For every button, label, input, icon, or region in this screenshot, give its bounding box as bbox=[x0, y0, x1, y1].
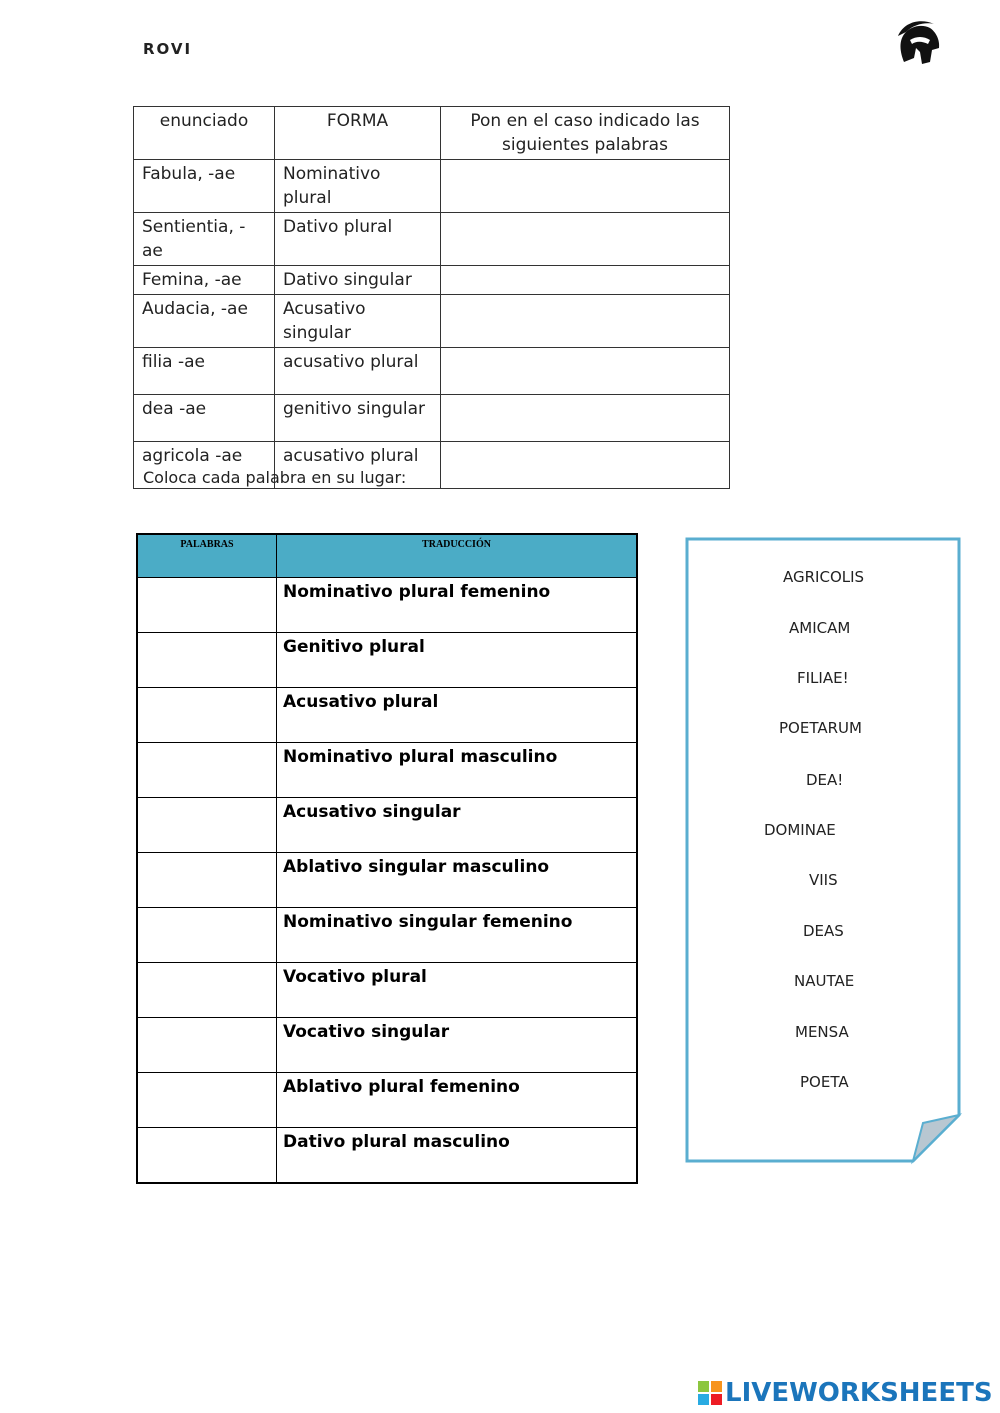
table-row bbox=[137, 798, 637, 853]
table-row bbox=[137, 963, 637, 1018]
traduccion-cell: Acusativo plural bbox=[277, 688, 638, 743]
enunciado-cell: dea -ae bbox=[134, 395, 275, 442]
forma-cell: Dativo plural bbox=[275, 213, 441, 266]
enunciado-cell: agricola -ae bbox=[134, 442, 275, 489]
traduccion-cell: Genitivo plural bbox=[277, 633, 638, 688]
traduccion-cell: Ablativo singular masculino bbox=[277, 853, 638, 908]
header-instruction: Pon en el caso indicado las siguientes palabras bbox=[441, 107, 730, 160]
forma-cell: Dativo singular bbox=[275, 266, 441, 295]
traduccion-cell: Dativo plural masculino bbox=[277, 1128, 638, 1184]
answer-input-cell[interactable] bbox=[441, 213, 730, 266]
drop-target-cell[interactable] bbox=[137, 908, 277, 963]
drop-target-cell[interactable] bbox=[137, 688, 277, 743]
answer-input-cell[interactable] bbox=[441, 295, 730, 348]
answer-input-cell[interactable] bbox=[441, 160, 730, 213]
drop-target-cell[interactable] bbox=[137, 633, 277, 688]
word-chip[interactable]: DEAS bbox=[803, 922, 844, 940]
brand-text: LIVEWORKSHEETS bbox=[725, 1378, 993, 1408]
drop-target-cell[interactable] bbox=[137, 578, 277, 633]
enunciado-cell: Audacia, -ae bbox=[134, 295, 275, 348]
drop-target-cell[interactable] bbox=[137, 963, 277, 1018]
table-row bbox=[134, 213, 730, 266]
table-row bbox=[134, 348, 730, 395]
traduccion-cell: Nominativo plural masculino bbox=[277, 743, 638, 798]
drop-target-cell[interactable] bbox=[137, 1128, 277, 1184]
translation-table bbox=[136, 533, 638, 1184]
table-row bbox=[137, 578, 637, 633]
header-forma: FORMA bbox=[275, 107, 441, 160]
word-chip[interactable]: DEA! bbox=[806, 771, 844, 789]
answer-input-cell[interactable] bbox=[441, 442, 730, 489]
table-row bbox=[134, 295, 730, 348]
enunciado-cell: filia -ae bbox=[134, 348, 275, 395]
table-row bbox=[134, 395, 730, 442]
answer-input-cell[interactable] bbox=[441, 266, 730, 295]
table-row bbox=[134, 160, 730, 213]
word-chip[interactable]: POETA bbox=[800, 1073, 849, 1091]
table-row bbox=[137, 743, 637, 798]
liveworksheets-icon bbox=[698, 1381, 722, 1405]
instruction-text: Coloca cada palabra en su lugar: bbox=[143, 468, 407, 487]
word-chip[interactable]: AMICAM bbox=[789, 619, 851, 637]
table-row bbox=[137, 1018, 637, 1073]
enunciado-cell: Fabula, -ae bbox=[134, 160, 275, 213]
word-chip[interactable]: DOMINAE bbox=[764, 821, 836, 839]
header-traduccion: TRADUCCIÓN bbox=[277, 534, 638, 578]
traduccion-cell: Nominativo singular femenino bbox=[277, 908, 638, 963]
drop-target-cell[interactable] bbox=[137, 1073, 277, 1128]
table-row bbox=[137, 1073, 637, 1128]
answer-input-cell[interactable] bbox=[441, 348, 730, 395]
traduccion-cell: Vocativo singular bbox=[277, 1018, 638, 1073]
word-chip[interactable]: VIIS bbox=[809, 871, 838, 889]
answer-input-cell[interactable] bbox=[441, 395, 730, 442]
forma-cell: Nominativo plural bbox=[275, 160, 441, 213]
word-chip[interactable]: NAUTAE bbox=[794, 972, 855, 990]
forma-cell: Acusativo singular bbox=[275, 295, 441, 348]
table-header-row bbox=[134, 107, 730, 160]
traduccion-cell: Ablativo plural femenino bbox=[277, 1073, 638, 1128]
drop-target-cell[interactable] bbox=[137, 798, 277, 853]
forma-cell: genitivo singular bbox=[275, 395, 441, 442]
table-row bbox=[137, 908, 637, 963]
word-chip[interactable]: MENSA bbox=[795, 1023, 849, 1041]
table-row bbox=[134, 266, 730, 295]
table-row bbox=[137, 633, 637, 688]
header-palabras: PALABRAS bbox=[137, 534, 277, 578]
forma-cell: acusativo plural bbox=[275, 442, 441, 489]
liveworksheets-logo bbox=[698, 1376, 993, 1410]
declension-table bbox=[133, 106, 730, 489]
header-enunciado: enunciado bbox=[134, 107, 275, 160]
drop-target-cell[interactable] bbox=[137, 1018, 277, 1073]
word-chip[interactable]: POETARUM bbox=[779, 719, 862, 737]
table-header-row bbox=[137, 534, 637, 578]
author-label: ROVI bbox=[143, 40, 193, 58]
table-row bbox=[137, 853, 637, 908]
spartan-helmet-icon bbox=[890, 18, 946, 68]
traduccion-cell: Nominativo plural femenino bbox=[277, 578, 638, 633]
drop-target-cell[interactable] bbox=[137, 853, 277, 908]
table-row bbox=[137, 1128, 637, 1184]
forma-cell: acusativo plural bbox=[275, 348, 441, 395]
word-bank-panel bbox=[685, 537, 963, 1165]
traduccion-cell: Vocativo plural bbox=[277, 963, 638, 1018]
traduccion-cell: Acusativo singular bbox=[277, 798, 638, 853]
word-chip[interactable]: AGRICOLIS bbox=[783, 568, 865, 586]
table-row bbox=[137, 688, 637, 743]
word-chip[interactable]: FILIAE! bbox=[797, 669, 849, 687]
enunciado-cell: Sentientia, -ae bbox=[134, 213, 275, 266]
enunciado-cell: Femina, -ae bbox=[134, 266, 275, 295]
drop-target-cell[interactable] bbox=[137, 743, 277, 798]
